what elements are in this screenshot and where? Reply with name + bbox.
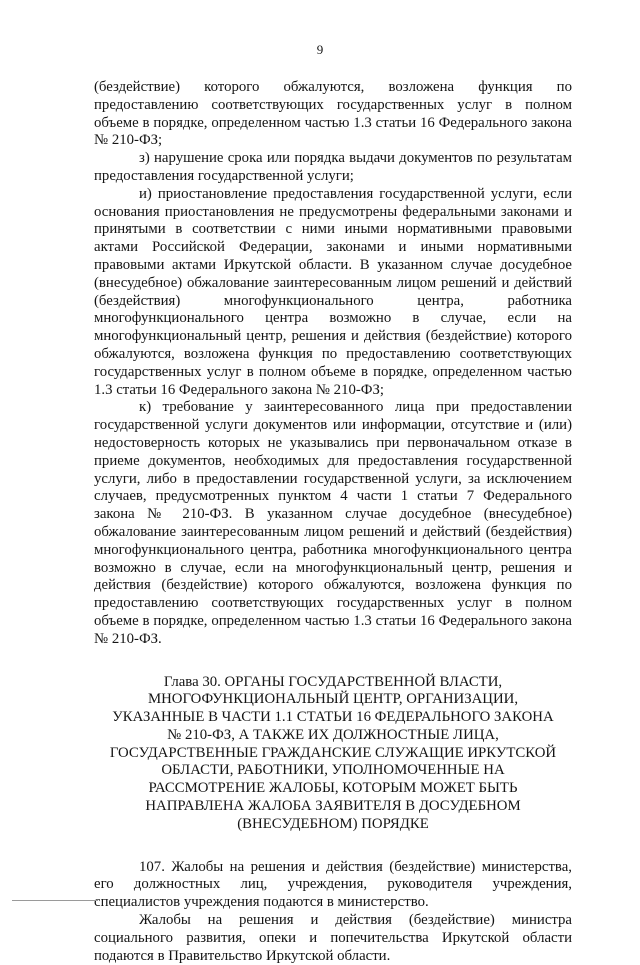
footer-rule — [12, 900, 98, 901]
paragraph-item-k: к) требование у заинтересованного лица при предоставлении государственной услуги документов или информации, отсутствие и (или) недостоверность которых не указывались при первоначальном отказе в приеме документов, необходимых для предоставления государственной услуги, либо в предоставлении государственной услуги, за исключением случаев, предусмотренных пунктом 4 части 1 статьи 7 Федерального закона № 210-ФЗ. В указанном случае досудебное (внесудебное) обжалование заинтересованным лицом решений и действий (бездействия) многофункционального центра, работника многофункционального центра возможно в случае, если на многофункциональный центр, решения и действия (бездействие) которого обжалуются, возложена функция по предоставлению соответствующих государственных услуг в полном объеме в порядке, определенном частью 1.3 статьи 16 Федерального закона № 210-ФЗ. — [94, 399, 572, 647]
chapter-heading: Глава 30. ОРГАНЫ ГОСУДАРСТВЕННОЙ ВЛАСТИ, МНОГОФУНКЦИОНАЛЬНЫЙ ЦЕНТР, ОРГАНИЗАЦИИ, УКАЗАННЫЕ В ЧАСТИ 1.1 СТАТЬИ 16 ФЕДЕРАЛЬНОГО ЗАКОНА № 210-ФЗ, А ТАКЖЕ ИХ ДОЛЖНОСТНЫЕ ЛИЦА, ГОСУДАРСТВЕННЫЕ ГРАЖДАНСКИЕ СЛУЖАЩИЕ ИРКУТСКОЙ ОБЛАСТИ, РАБОТНИКИ, УПОЛНОМОЧЕННЫЕ НА РАССМОТРЕНИЕ ЖАЛОБЫ, КОТОРЫМ МОЖЕТ БЫТЬ НАПРАВЛЕНА ЖАЛОБА ЗАЯВИТЕЛЯ В ДОСУДЕБНОМ (ВНЕСУДЕБНОМ) ПОРЯДКЕ — [109, 673, 557, 832]
document-body — [94, 79, 572, 965]
paragraph-complaints-minister: Жалобы на решения и действия (бездействие) министра социального развития, опеки и попечительства Иркутской области подаются в Правительство Иркутской области. — [94, 912, 572, 964]
paragraph-continuation: (бездействие) которого обжалуются, возложена функция по предоставлению соответствующих государственных услуг в полном объеме в порядке, определенном частью 1.3 статьи 16 Федерального закона № 210-ФЗ; — [94, 79, 572, 149]
paragraph-item-i: и) приостановление предоставления государственной услуги, если основания приостановления не предусмотрены федеральными законами и принятыми в соответствии с ними иными нормативными правовыми актами Российской Федерации, законами и иными нормативными правовыми актами Иркутской области. В указанном случае досудебное (внесудебное) обжалование заинтересованным лицом решений и действий (бездействия) многофункционального центра, работника многофункционального центра возможно в случае, если на многофункциональный центр, решения и действия (бездействие) которого обжалуются, возложена функция по предоставлению соответствующих государственных услуг в полном объеме в порядке, определенном частью 1.3 статьи 16 Федерального закона № 210-ФЗ; — [94, 185, 572, 398]
paragraph-item-z: з) нарушение срока или порядка выдачи документов по результатам предоставления государственной услуги; — [94, 150, 572, 184]
paragraph-107: 107. Жалобы на решения и действия (бездействие) министерства, его должностных лиц, учреждения, руководителя учреждения, специалистов учреждения подаются в министерство. — [94, 858, 572, 911]
page-number: 9 — [316, 42, 324, 57]
